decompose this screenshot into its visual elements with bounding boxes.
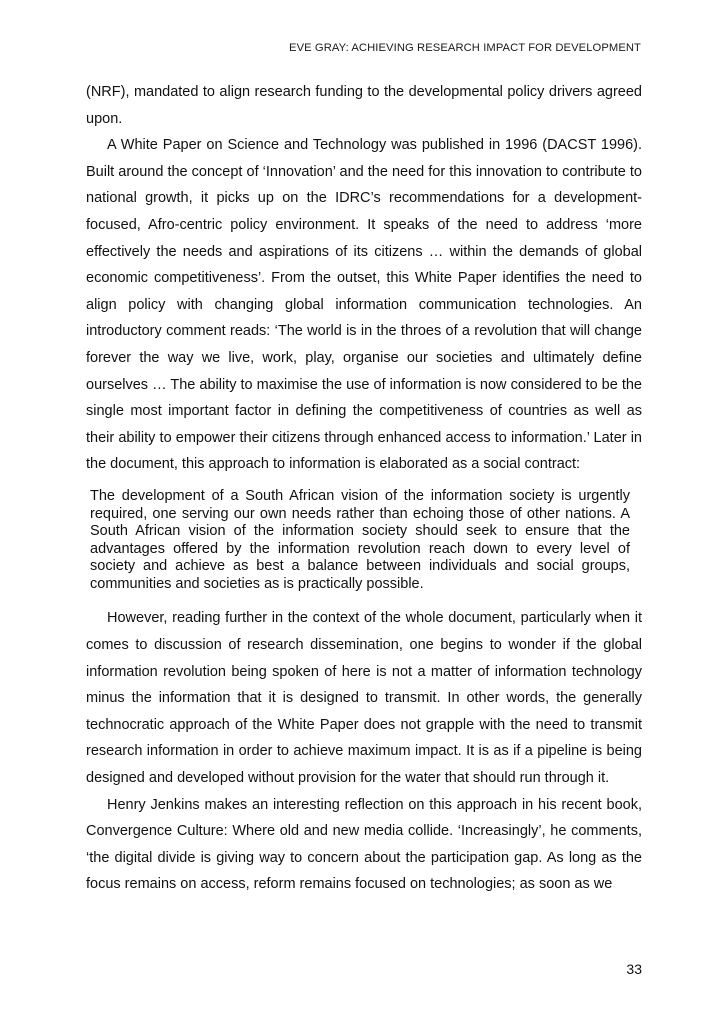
block-quote: The development of a South African vision of the information society is urgently required, one serving our own needs rather than echoing those of other nations. A South African vision of the information society should seek to ensure that the advantages offered by the information revolution reach down to every level of society and achieve as best a balance between individuals and social groups, communities and societies as is practically possible. <box>90 487 630 592</box>
body-text <box>86 79 642 898</box>
paragraph-henry-jenkins: Henry Jenkins makes an interesting reflection on this approach in his recent book, Convergence Culture: Where old and new media collide. ‘Increasingly’, he comments, ‘the digital divide is giving way to concern about the participation gap. As long as the focus remains on access, reform remains focused on technologies; as soon as we <box>86 796 642 893</box>
page-number: 33 <box>626 961 642 977</box>
paragraph-white-paper: A White Paper on Science and Technology was published in 1996 (DACST 1996). Built around the concept of ‘Innovation’ and the need for this innovation to contribute to national growth, it picks up on the IDRC’s recommendations for a development-focused, Afro-centric policy environment. It speaks of the need to address ‘more effectively the needs and aspirations of its citizens … within the demands of global economic competitiveness’. From the outset, this White Paper identifies the need to align policy with changing global information communication technologies. An introductory comment reads: ‘The world is in the throes of a revolution that will change forever the way we live, work, play, organise our societies and ultimately define ourselves … The ability to maximise the use of information is now considered to be the single most important factor in defining the competitiveness of countries as well as their ability to empower their citizens through enhanced access to information.’ Later in the document, this approach to information is elaborated as a social contract: <box>86 137 642 473</box>
paragraph-continuation: (NRF), mandated to align research funding to the developmental policy drivers agreed upon. <box>86 84 642 127</box>
paragraph-research-dissemination: However, reading further in the context of the whole document, particularly when it comes to discussion of research dissemination, one begins to wonder if the global information revolution being spoken of here is not a matter of information technology minus the information that it is designed to transmit. In other words, the generally technocratic approach of the White Paper does not grapple with the need to transmit research information in order to achieve maximum impact. It is as if a pipeline is being designed and developed without provision for the water that should run through it. <box>86 610 642 787</box>
running-header: EVE GRAY: ACHIEVING RESEARCH IMPACT FOR DEVELOPMENT <box>289 42 641 54</box>
